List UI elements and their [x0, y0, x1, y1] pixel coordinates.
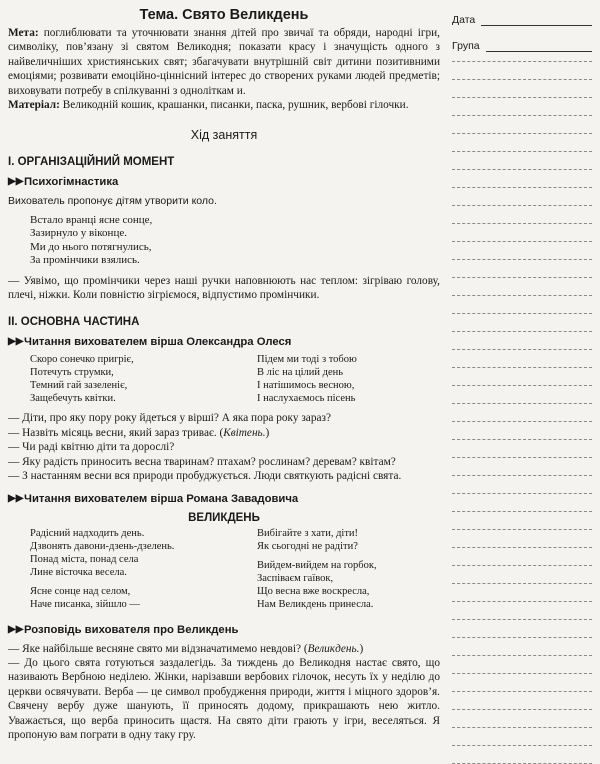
stanza — [257, 559, 440, 611]
question-2 — [8, 426, 440, 440]
note-line[interactable] — [452, 654, 592, 656]
poem-left-column — [8, 527, 213, 617]
poem-line: Темний гай зазеленіє, — [30, 380, 128, 392]
note-line[interactable] — [452, 402, 592, 404]
note-line[interactable] — [452, 78, 592, 80]
note-line[interactable] — [452, 744, 592, 746]
note-line[interactable] — [452, 204, 592, 206]
group-line[interactable] — [486, 39, 592, 52]
note-line[interactable] — [452, 384, 592, 386]
note-line[interactable] — [452, 132, 592, 134]
note-line[interactable] — [452, 258, 592, 260]
story-question-answer: Великдень. — [307, 642, 360, 655]
poem-line: Як сьогодні не радіти? — [257, 541, 358, 553]
poem-line: Скоро сонечко пригріє, — [30, 354, 134, 366]
reading-1-heading — [8, 335, 440, 349]
note-line[interactable] — [452, 600, 592, 602]
question-2-answer: Квітень. — [223, 426, 266, 439]
materials-paragraph — [8, 98, 440, 112]
notes-lines[interactable] — [452, 60, 592, 750]
poem-line: Встало вранці ясне сонце, — [30, 214, 153, 227]
note-line[interactable] — [452, 672, 592, 674]
double-arrow-icon: ▶▶ — [8, 624, 24, 636]
note-line[interactable] — [452, 168, 592, 170]
poem-2-heading: ВЕЛИКДЕНЬ — [188, 511, 260, 524]
poem-line: Що весна вже воскресла, — [257, 586, 370, 598]
poem-line: Вибігайте з хати, діти! — [257, 528, 359, 540]
course-heading: Хід заняття — [190, 128, 258, 143]
group-label: Група — [452, 40, 480, 52]
note-line[interactable] — [452, 366, 592, 368]
poem-line: Защебечуть квітки. — [30, 393, 116, 405]
double-arrow-icon: ▶▶ — [8, 493, 24, 505]
warmup-paragraph: — Уявімо, що промінчики через наші ручки наповнюють нас теплом: зігріваю голову, плечі, ніжки. Коли повністю зігріємося, відпустимо промінчики. — [8, 274, 440, 302]
question-4: — Яку радість приносить весна тваринам? птахам? рослинам? деревам? квітам? — [8, 455, 396, 468]
stanza — [30, 585, 213, 611]
group-field[interactable] — [452, 34, 592, 52]
note-line[interactable] — [452, 222, 592, 224]
goal-paragraph — [8, 26, 440, 98]
note-line[interactable] — [452, 420, 592, 422]
poem-line: Наче писанка, зійшло — — [30, 599, 140, 611]
poem-left-column — [8, 353, 213, 405]
zavadovych-poem — [8, 527, 440, 617]
story-title: Розповідь вихователя про Великдень — [24, 624, 239, 637]
poem-line: За промінчики взялись. — [30, 254, 140, 267]
poem-line: Заспіваєм гаївок, — [257, 573, 334, 585]
note-line[interactable] — [452, 150, 592, 152]
lesson-content — [8, 6, 440, 742]
materials-text: Великодній кошик, крашанки, писанки, паска, рушник, вербові гілочки. — [62, 99, 409, 112]
poem-line: Зазирнуло у віконце. — [30, 227, 127, 240]
date-line[interactable] — [481, 13, 592, 26]
note-line[interactable] — [452, 186, 592, 188]
statement-5: — З настанням весни вся природи пробуджується. Люди святкують радісні свята. — [8, 469, 402, 482]
section-1-title: I. ОРГАНІЗАЦІЙНИЙ МОМЕНТ — [8, 155, 175, 168]
poem-line: І натішимось весною, — [257, 380, 355, 392]
reading-2-heading — [8, 492, 440, 506]
note-line[interactable] — [452, 636, 592, 638]
note-line[interactable] — [452, 474, 592, 476]
note-line[interactable] — [452, 240, 592, 242]
stanza — [30, 527, 213, 579]
stanza — [257, 527, 440, 553]
poem-line: Ясне сонце над селом, — [30, 586, 131, 598]
teacher-note: Вихователь пропонує дітям утворити коло. — [8, 194, 217, 207]
note-line[interactable] — [452, 618, 592, 620]
poem-right-column — [213, 353, 440, 405]
note-line[interactable] — [452, 96, 592, 98]
poem-line: Лине вісточка весела. — [30, 567, 127, 579]
note-line[interactable] — [452, 312, 592, 314]
note-line[interactable] — [452, 564, 592, 566]
note-line[interactable] — [452, 60, 592, 62]
poem-line: Нам Великдень принесла. — [257, 599, 374, 611]
question-1: — Діти, про яку пору року йдеться у вірші? А яка пора року зараз? — [8, 412, 331, 425]
story-question — [8, 642, 440, 656]
story-heading — [8, 623, 440, 637]
poem-line: І наслухаємось пісень — [257, 393, 356, 405]
poem-line: Радісний надходить день. — [30, 528, 145, 540]
note-line[interactable] — [452, 582, 592, 584]
note-line[interactable] — [452, 276, 592, 278]
goal-label: Мета: — [8, 27, 39, 39]
materials-label: Матеріал: — [8, 99, 60, 112]
page-title: Тема. Свято Великдень — [139, 7, 309, 23]
question-3: — Чи раді квітню діти та дорослі? — [8, 441, 175, 454]
note-line[interactable] — [452, 528, 592, 530]
note-line[interactable] — [452, 492, 592, 494]
poem-line: Дзвонять давони-дзень-дзелень. — [30, 541, 175, 553]
poem-right-column — [213, 527, 440, 617]
note-line[interactable] — [452, 708, 592, 710]
question-2-end: ) — [265, 426, 270, 439]
poem-line: Вийдем-вийдем на горбок, — [257, 560, 377, 572]
date-field[interactable] — [452, 8, 592, 26]
poem-line: В ліс на цілий день — [257, 367, 344, 379]
double-arrow-icon: ▶▶ — [8, 335, 24, 347]
note-line[interactable] — [452, 348, 592, 350]
section-2-title: II. ОСНОВНА ЧАСТИНА — [8, 315, 140, 328]
psychogymnastics-title: Психогімнастика — [24, 176, 119, 189]
note-line[interactable] — [452, 330, 592, 332]
note-line[interactable] — [452, 510, 592, 512]
poem-line: Підем ми тоді з тобою — [257, 354, 357, 366]
psychogymnastics-heading — [8, 175, 440, 189]
reading-1-title: Читання вихователем вірша Олександра Олеся — [24, 335, 292, 348]
note-line[interactable] — [452, 114, 592, 116]
story-paragraph: — До цього свята готуються заздалегідь. За тиждень до Великодня настає свято, що називають Вербною неділею. Жінки, нарізавши вербових гілочок, несуть їх у неділю до церкви освячувати. Верба — це символ пробудження природи, життя і міцного здоров’я. Свячену вербу дуже шанують, її приносять додому, прикрашають нею житло. Уважається, що верба приносить щастя. На свято діти грають у ігри, веселяться. Я пропоную вам пограти в одну таку гру. — [8, 656, 440, 741]
story-question-text: — Яке найбільше весняне свято ми відзначатимемо невдові? ( — [8, 642, 308, 655]
poem-line: Ми до нього потягнулись, — [30, 240, 152, 253]
note-line[interactable] — [452, 726, 592, 728]
notes-sidebar — [452, 8, 592, 52]
reading-2-title: Читання вихователем вірша Романа Завадовича — [24, 493, 299, 506]
poem-line: Понад міста, понад села — [30, 554, 139, 566]
date-label: Дата — [452, 14, 476, 26]
oles-poem — [8, 353, 440, 405]
poem-line: Потечуть струмки, — [30, 367, 114, 379]
note-line[interactable] — [452, 294, 592, 296]
double-arrow-icon: ▶▶ — [8, 176, 24, 188]
question-2-text: — Назвіть місяць весни, який зараз триває. ( — [8, 426, 224, 439]
note-line[interactable] — [452, 546, 592, 548]
warmup-poem — [30, 214, 440, 268]
note-line[interactable] — [452, 438, 592, 440]
note-line[interactable] — [452, 456, 592, 458]
goal-text: поглиблювати та уточнювати знання дітей про звичаї та обряди, народні ігри, символіку, пов’язану зі святом Великодня; показати красу і значущість одного з найвеличніших християнських свят; збагачувати внутрішній світ дитини позитивними емоціями; розвивати емоційно-ціннісний інтерес до створених руками людей предметів; виховувати потребу в спілкуванні з одноліткам и. — [8, 27, 440, 97]
note-line[interactable] — [452, 690, 592, 692]
story-question-end: ) — [359, 642, 364, 655]
